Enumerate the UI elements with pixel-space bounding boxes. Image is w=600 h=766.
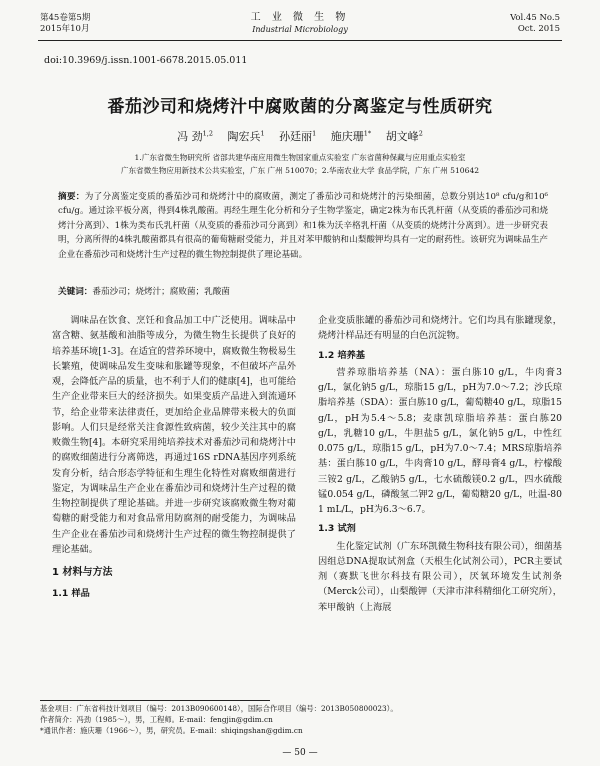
- journal-name-en: Industrial Microbiology: [252, 25, 348, 34]
- author: 孙廷丽$^1$: [279, 129, 317, 143]
- subsection-heading-samples: 1.1 样品: [52, 588, 90, 600]
- page-number: — 50 —: [282, 748, 318, 758]
- abstract: [58, 190, 548, 262]
- author: 陶宏兵$^1$: [227, 129, 265, 143]
- subsection-heading-reagents: 1.3 试剂: [318, 523, 356, 535]
- left-column: [52, 313, 296, 606]
- keywords: [58, 285, 548, 297]
- header-divider: [38, 40, 562, 41]
- running-header-center: [210, 12, 390, 36]
- doi: doi:10.3969/j.issn.1001-6678.2015.05.011: [44, 55, 248, 66]
- media-paragraph: 营养琼脂培养基（NA）：蛋白胨10 g/L，牛肉膏3 g/L，氯化钠5 g/L，琼脂15 g/L，pH为7.0～7.2；沙氏琼脂培养基（SDA）：蛋白胨10 g/L，葡萄糖40 g/L，琼脂15 g/L，pH为5.4～5.8；麦康凯琼脂培养基：蛋白胨20 g/L，乳糖10 g/L，牛胆盐5 g/L，氯化钠5 g/L，中性红0.075 g/L，琼脂15 g/L，pH为7.0～7.4；MRS琼脂培养基：蛋白胨10 g/L，牛肉膏10 g/L，酵母膏4 g/L，柠檬酸三铵2 g/L，乙酸钠5 g/L，七水硫酸镁0.2 g/L，四水硫酸锰0.054 g/L，磷酸氢二钾2 g/L，葡萄糖20 g/L，吐温-80 1 mL/L，pH为6.3～6.7。: [318, 366, 562, 515]
- abstract-text: 为了分离鉴定变质的番茄沙司和烧烤汁中的腐败菌，测定了番茄沙司和烧烤汁的污染细菌，总数分别达10⁸ cfu/g和10⁶ cfu/g。通过涂平板分离，得到4株乳酸菌。再经生理生化分析和分子生物学鉴定，确定2株为布氏乳杆菌（从变质的番茄沙司和烧烤汁分离到）、1株为类布氏乳杆菌（从变质的番茄沙司分离到）和1株为沃辛格乳杆菌（从变质的烧烤汁分离到）。进一步研究表明，分离所得的4株乳酸菌都具有很高的葡萄糖耐受能力，并且对苯甲酸钠和山梨酸钾均具有一定的耐药性。该研究为调味品生产企业在番茄沙司和烧烤汁生产过程的微生物控制提供了理论基础。: [58, 192, 548, 260]
- keywords-label: 关键词：: [58, 287, 93, 297]
- author-list: [40, 128, 560, 144]
- paper-title: 番茄沙司和烧烤汁中腐败菌的分离鉴定与性质研究: [107, 97, 493, 117]
- footnote-funding: 基金项目：广东省科技计划项目（编号：2013B090600148），国际合作项目（编号：2013B050800023）。: [40, 704, 398, 713]
- volume-issue-cn: 第45卷第5期: [40, 13, 91, 23]
- abstract-label: 摘要：: [58, 192, 85, 202]
- date-en: Oct. 2015: [517, 24, 560, 34]
- footnotes: [40, 703, 560, 736]
- right-column: [318, 313, 562, 615]
- section-heading-materials-methods: 1 材料与方法: [52, 567, 113, 578]
- journal-name-cn: 工 业 微 生 物: [250, 12, 350, 23]
- subsection-heading-media: 1.2 培养基: [318, 349, 366, 361]
- running-header-right: [510, 13, 560, 35]
- date-cn: 2015年10月: [40, 24, 90, 34]
- affiliation-line-2: 广东省微生物应用新技术公共实验室，广东 广州 510070；2.华南农业大学 食品学院，广东 广州 510642: [120, 166, 480, 175]
- reagents-paragraph: 生化鉴定试剂（广东环凯微生物科技有限公司），细菌基因组总DNA提取试剂盒（天根生化试剂公司），PCR主要试剂（赛默飞世尔科技有限公司），厌氧环境发生试剂条（Merck公司），山梨酸钾（天津市津科精细化工研究所），苯甲酸钠（上海展: [318, 540, 562, 613]
- introduction-paragraph: 调味品在饮食、烹饪和食品加工中广泛使用。调味品中富含糖、氨基酸和油脂等成分，为微生物生长提供了良好的培养基环境[1-3]。在适宜的营养环境中，腐败微生物极易生长繁殖，使调味品发生变味和胀罐等现象，不但破坏产品外观，会降低产品的质量，也不利于人们的健康[4]，也可能给生产企业带来巨大的经济损失。如果变质产品进入到流通环节，给企业带来法律责任，更加给企业品牌带来极大的负面影响。人们只是经常关注食源性致病菌，较少关注其中的腐败微生物[4]。本研究采用纯培养技术对番茄沙司和烧烤汁中的腐败细菌进行分离筛选，再通过16S rDNA基因序列系统发育分析，结合形态学特征和生理生化特性对腐败细菌进行鉴定，为调味品生产企业在番茄沙司和烧烤汁生产过程的微生物控制提供了理论基础。并进一步研究该腐败微生物对葡萄糖的耐受能力和对食品常用防腐剂的耐受能力，为调味品生产企业在番茄沙司和烧烤汁生产过程的微生物控制提供了理论基础。: [52, 315, 296, 555]
- footnote-author-bio: 作者简介：冯劲（1985～），男，工程师。E-mail：fengjin@gdim.cn: [40, 715, 273, 724]
- keywords-text: 番茄沙司；烧烤汁；腐败菌；乳酸菌: [92, 287, 230, 297]
- samples-paragraph: 企业变质胀罐的番茄沙司和烧烤汁。它们均具有胀罐现象，烧烤汁样品还有明显的白色沉淀物。: [318, 315, 562, 342]
- author: 施庆珊$^{1*}$: [330, 129, 372, 143]
- footnote-divider: [40, 700, 270, 701]
- author: 冯 劲$^{1,2}$: [177, 129, 214, 143]
- footnote-corresponding-author: *通讯作者：施庆珊（1966～），男，研究员。E-mail：shiqingshan@gdim.cn: [40, 726, 303, 735]
- author: 胡文峰$^2$: [385, 129, 423, 143]
- running-header-left: [40, 13, 90, 35]
- volume-issue-en: Vol.45 No.5: [510, 13, 560, 23]
- affiliation-line-1: 1.广东省微生物研究所 省部共建华南应用微生物国家重点实验室 广东省菌种保藏与应用重点实验室: [134, 153, 466, 162]
